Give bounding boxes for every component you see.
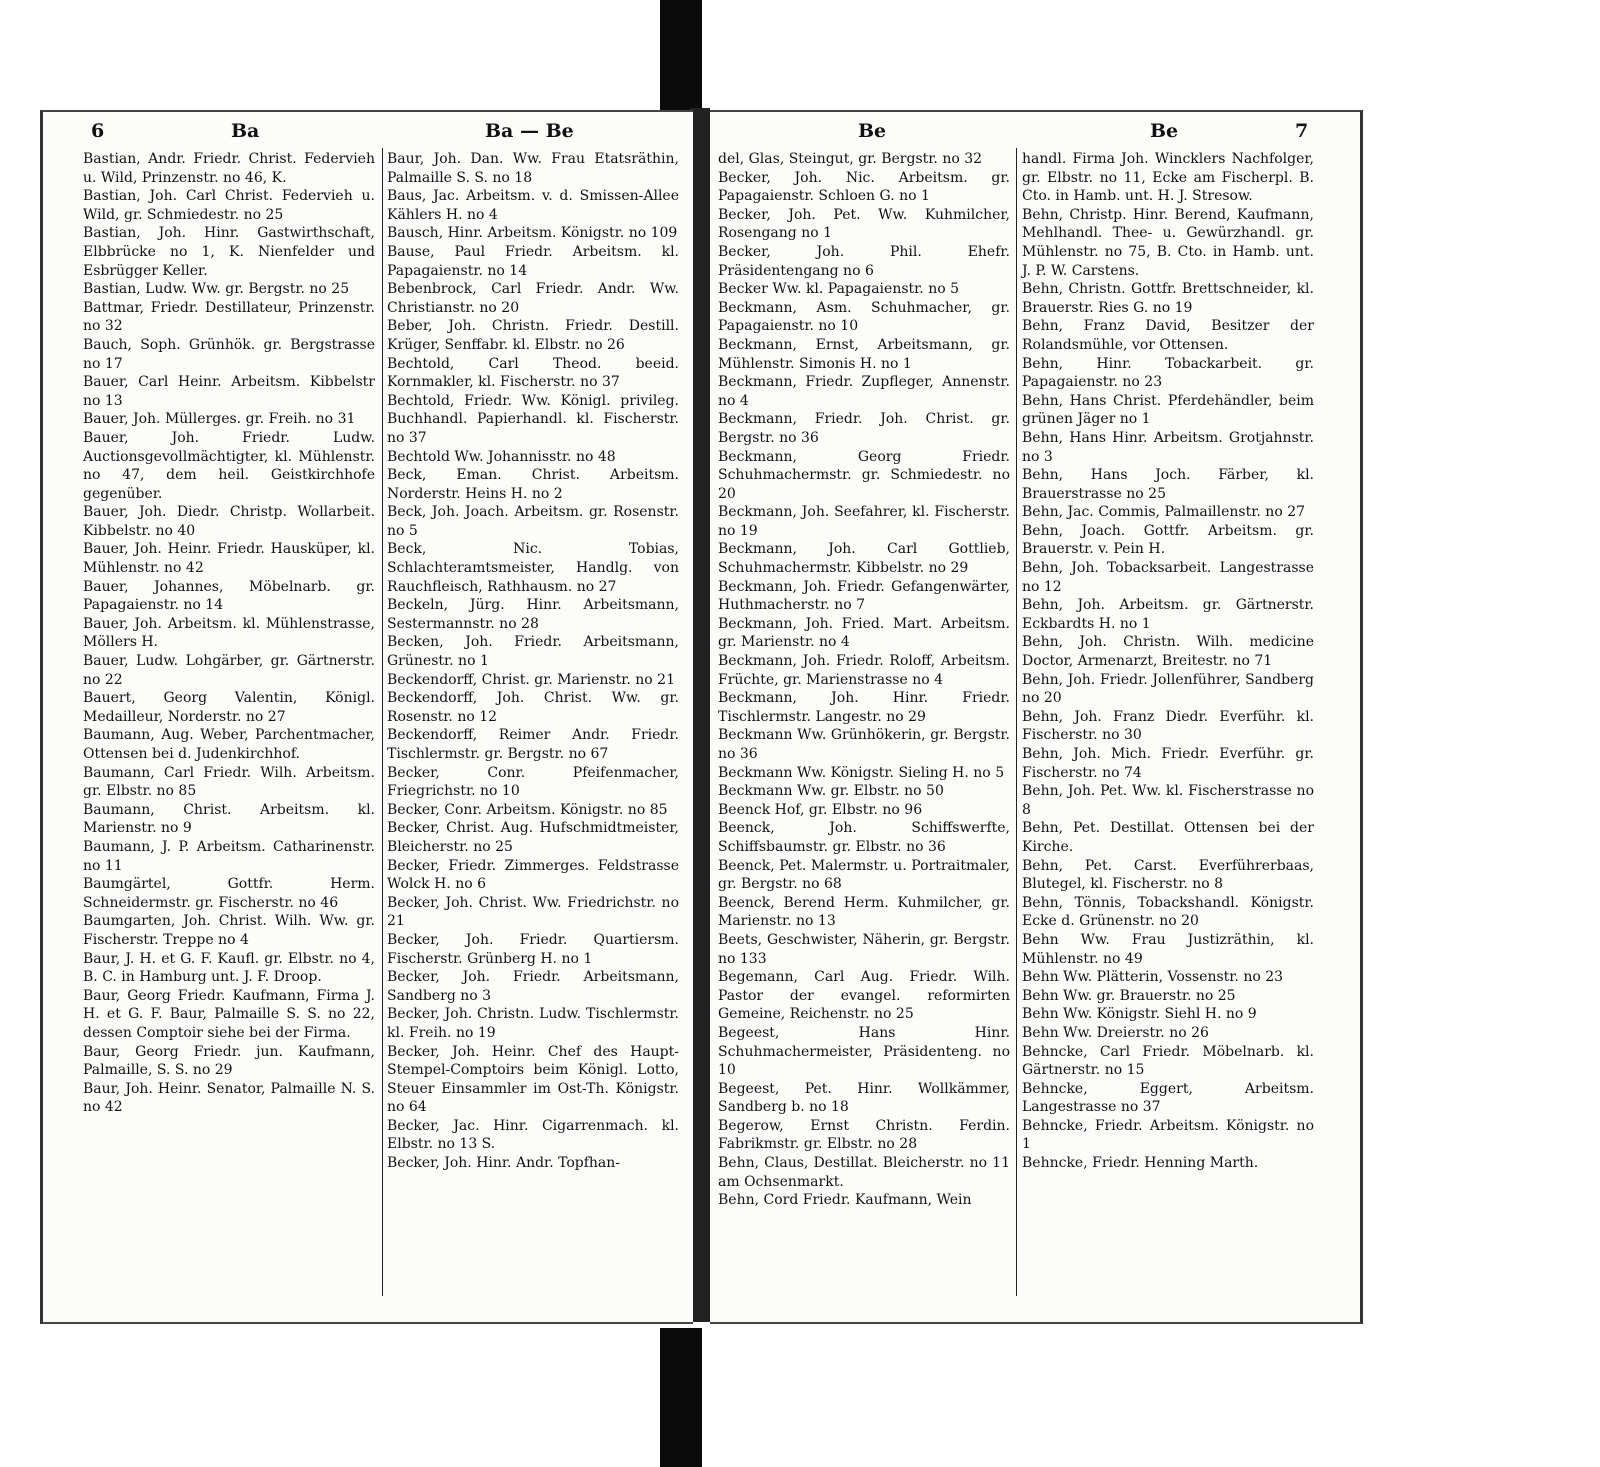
directory-entry: Behn, Hans Christ. Pferdehändler, beim grünen Jäger no 1 (1022, 392, 1314, 428)
directory-entry: Bauert, Georg Valentin, Königl. Medailleur, Norderstr. no 27 (83, 690, 375, 725)
directory-entry: Bechtold Ww. Johannisstr. no 48 (387, 448, 616, 465)
directory-entry: Begemann, Carl Aug. Friedr. Wilh. Pastor der evangel. reformirten Gemeine, Reichenstr. no 25 (718, 969, 1010, 1023)
directory-entry: Behn, Christp. Hinr. Berend, Kaufmann, Mehlhandl. Thee- u. Gewürzhandl. gr. Mühlenstr. no 75, B. Cto. in Hamb. unt. J. P. W. Carstens. (1022, 206, 1314, 279)
directory-entry: Behn Ww. Frau Justizräthin, kl. Mühlenstr. no 49 (1022, 931, 1314, 967)
left-page (40, 110, 693, 1324)
directory-entry: Beckendorff, Reimer Andr. Friedr. Tischlermstr. gr. Bergstr. no 67 (387, 727, 679, 762)
directory-entry: Behn Ww. gr. Brauerstr. no 25 (1022, 987, 1236, 1004)
directory-entry: Bauer, Joh. Arbeitsm. kl. Mühlenstrasse, Möllers H. (83, 615, 375, 651)
directory-entry: Beck, Joh. Joach. Arbeitsm. gr. Rosenstr. no 5 (387, 504, 679, 539)
directory-entry: Behn, Pet. Destillat. Ottensen bei der Kirche. (1022, 820, 1314, 855)
left-column-2 (387, 150, 679, 1173)
left-header-index: Ba (231, 120, 260, 142)
directory-entry: Behn, Hans Hinr. Arbeitsm. Grotjahnstr. no 3 (1022, 429, 1314, 465)
directory-entry: Beckmann, Ernst, Arbeitsmann, gr. Mühlenstr. Simonis H. no 1 (718, 336, 1010, 372)
directory-entry: Becker, Joh. Friedr. Arbeitsmann, Sandberg no 3 (387, 969, 679, 1004)
directory-entry: Begeest, Pet. Hinr. Wollkämmer, Sandberg b. no 18 (718, 1080, 1010, 1116)
directory-entry: Bause, Paul Friedr. Arbeitsm. kl. Papagaienstr. no 14 (387, 243, 679, 279)
directory-entry: Bastian, Ludw. Ww. gr. Bergstr. no 25 (83, 281, 350, 298)
directory-entry: Behncke, Carl Friedr. Möbelnarb. kl. Gärtnerstr. no 15 (1022, 1043, 1314, 1079)
directory-entry: Behn Ww. Dreierstr. no 26 (1022, 1024, 1209, 1041)
directory-entry: Beck, Eman. Christ. Arbeitsm. Norderstr. Heins H. no 2 (387, 467, 679, 502)
directory-entry: Bauer, Carl Heinr. Arbeitsm. Kibbelstr no 13 (83, 374, 375, 409)
directory-entry: Baus, Jac. Arbeitsm. v. d. Smissen-Allee Kählers H. no 4 (387, 188, 679, 223)
directory-entry: Behn Ww. Königstr. Siehl H. no 9 (1022, 1006, 1257, 1023)
directory-entry: Beckmann Ww. gr. Elbstr. no 50 (718, 783, 944, 800)
directory-entry: Beckmann, Joh. Friedr. Roloff, Arbeitsm. Früchte, gr. Marienstrasse no 4 (718, 653, 1010, 688)
directory-entry: Behn, Joh. Mich. Friedr. Everführ. gr. Fischerstr. no 74 (1022, 746, 1314, 781)
microfilm-tape-bottom (660, 1328, 702, 1467)
column-divider (1016, 148, 1017, 1296)
directory-entry: Beenck, Joh. Schiffswerfte, Schiffsbaumstr. gr. Elbstr. no 36 (718, 820, 1010, 855)
book-gutter (690, 108, 710, 1322)
directory-entry: Becker, Friedr. Zimmerges. Feldstrasse Wolck H. no 6 (387, 857, 679, 893)
directory-entry: Bastian, Andr. Friedr. Christ. Federvieh u. Wild, Prinzenstr. no 46, K. (83, 151, 375, 186)
directory-entry: Bauer, Joh. Friedr. Ludw. Auctionsgevollmächtigter, kl. Mühlenstr. no 47, dem heil. Geistkirchhofe gegenüber. (83, 429, 375, 502)
directory-entry: Bauch, Soph. Grünhök. gr. Bergstrasse no 17 (83, 336, 375, 372)
right-page (710, 110, 1363, 1324)
directory-entry: Baumann, J. P. Arbeitsm. Catharinenstr. no 11 (83, 838, 375, 874)
directory-entry: Baur, J. H. et G. F. Kaufl. gr. Elbstr. no 4, B. C. in Hamburg unt. J. F. Droop. (83, 950, 375, 986)
directory-entry: Bastian, Joh. Hinr. Gastwirthschaft, Elbbrücke no 1, K. Nienfelder und Esbrügger Keller. (83, 225, 375, 279)
directory-entry: Beckmann, Asm. Schuhmacher, gr. Papagaienstr. no 10 (718, 299, 1010, 335)
directory-entry: Beenck, Pet. Malermstr. u. Portraitmaler, gr. Bergstr. no 68 (718, 857, 1010, 893)
page-number-right: 7 (1295, 120, 1309, 142)
directory-entry: Beckendorff, Joh. Christ. Ww. gr. Rosenstr. no 12 (387, 690, 679, 725)
directory-entry: Beckmann Ww. Königstr. Sieling H. no 5 (718, 764, 1005, 781)
directory-entry: Baumann, Christ. Arbeitsm. kl. Marienstr. no 9 (83, 801, 375, 837)
directory-entry: Behn, Cord Friedr. Kaufmann, Wein (718, 1192, 972, 1209)
directory-entry: handl. Firma Joh. Wincklers Nachfolger, gr. Elbstr. no 11, Ecke am Fischerpl. B. Cto. in Hamb. unt. H. J. Stresow. (1022, 151, 1314, 205)
directory-entry: Beenck, Berend Herm. Kuhmilcher, gr. Marienstr. no 13 (718, 894, 1010, 930)
directory-entry: Behn, Tönnis, Tobackshandl. Königstr. Ecke d. Grünenstr. no 20 (1022, 894, 1314, 930)
directory-entry: Battmar, Friedr. Destillateur, Prinzenstr. no 32 (83, 299, 375, 335)
left-header-range: Ba — Be (485, 120, 574, 142)
directory-entry: Bauer, Ludw. Lohgärber, gr. Gärtnerstr. no 22 (83, 653, 375, 688)
directory-entry: Bauer, Johannes, Möbelnarb. gr. Papagaienstr. no 14 (83, 578, 375, 614)
directory-entry: Becker, Conr. Pfeifenmacher, Friegrichstr. no 10 (387, 764, 679, 800)
column-divider (382, 148, 383, 1296)
right-column-2 (1022, 150, 1314, 1173)
directory-entry: Bechtold, Friedr. Ww. Königl. privileg. Buchhandl. Papierhandl. kl. Fischerstr. no 37 (387, 392, 679, 446)
directory-entry: Behn, Joh. Christn. Wilh. medicine Doctor, Armenarzt, Breitestr. no 71 (1022, 634, 1314, 670)
directory-entry: Beckmann, Joh. Friedr. Gefangenwärter, Huthmacherstr. no 7 (718, 578, 1010, 614)
directory-entry: Becker, Joh. Phil. Ehefr. Präsidentengang no 6 (718, 243, 1010, 279)
right-header-range: Be (1150, 120, 1179, 142)
directory-entry: Beckeln, Jürg. Hinr. Arbeitsmann, Sestermannstr. no 28 (387, 597, 679, 632)
directory-entry: Behncke, Eggert, Arbeitsm. Langestrasse no 37 (1022, 1080, 1314, 1116)
directory-entry: Bausch, Hinr. Arbeitsm. Königstr. no 109 (387, 225, 678, 242)
directory-entry: Becker, Christ. Aug. Hufschmidtmeister, Bleicherstr. no 25 (387, 820, 679, 855)
directory-entry: Becker, Jac. Hinr. Cigarrenmach. kl. Elbstr. no 13 S. (387, 1117, 679, 1153)
directory-entry: Behn Ww. Plätterin, Vossenstr. no 23 (1022, 969, 1284, 986)
directory-entry: Baumgärtel, Gottfr. Herm. Schneidermstr. gr. Fischerstr. no 46 (83, 876, 375, 911)
directory-entry: Baur, Joh. Heinr. Senator, Palmaille N. S. no 42 (83, 1080, 375, 1116)
directory-entry: Becker, Joh. Heinr. Chef des Haupt-Stempel-Comptoirs beim Königl. Lotto, Steuer Einsammler im Ost-Th. Königstr. no 64 (387, 1043, 679, 1116)
directory-entry: Bauer, Joh. Müllerges. gr. Freih. no 31 (83, 411, 356, 428)
directory-entry: Becker, Joh. Christn. Ludw. Tischlermstr. kl. Freih. no 19 (387, 1006, 679, 1041)
directory-entry: Behncke, Friedr. Arbeitsm. Königstr. no 1 (1022, 1117, 1314, 1153)
directory-entry: Bauer, Joh. Diedr. Christp. Wollarbeit. Kibbelstr. no 40 (83, 504, 375, 539)
left-column-1 (83, 150, 375, 1117)
directory-entry: Baumgarten, Joh. Christ. Wilh. Ww. gr. Fischerstr. Treppe no 4 (83, 913, 375, 948)
directory-entry: Bebenbrock, Carl Friedr. Andr. Ww. Christianstr. no 20 (387, 281, 679, 316)
directory-entry: Bastian, Joh. Carl Christ. Federvieh u. Wild, gr. Schmiedestr. no 25 (83, 188, 375, 223)
right-header-index: Be (858, 120, 887, 142)
directory-entry: Baur, Joh. Dan. Ww. Frau Etatsräthin, Palmaille S. S. no 18 (387, 151, 679, 186)
directory-entry: Behn, Joach. Gottfr. Arbeitsm. gr. Brauerstr. v. Pein H. (1022, 522, 1314, 558)
right-column-1 (718, 150, 1010, 1210)
directory-entry: Beckmann, Friedr. Joh. Christ. gr. Bergstr. no 36 (718, 411, 1010, 446)
directory-entry: Behn, Christn. Gottfr. Brettschneider, kl. Brauerstr. Ries G. no 19 (1022, 281, 1314, 316)
directory-entry: Behn, Franz David, Besitzer der Rolandsmühle, vor Ottensen. (1022, 318, 1314, 353)
directory-entry: Beck, Nic. Tobias, Schlachteramtsmeister, Handlg. von Rauchfleisch, Rathhausm. no 27 (387, 541, 679, 595)
directory-entry: Baumann, Carl Friedr. Wilh. Arbeitsm. gr. Elbstr. no 85 (83, 764, 375, 800)
directory-entry: Bauer, Joh. Heinr. Friedr. Hausküper, kl. Mühlenstr. no 42 (83, 541, 375, 577)
directory-entry: Behn, Hinr. Tobackarbeit. gr. Papagaienstr. no 23 (1022, 355, 1314, 391)
directory-entry: Becker, Joh. Hinr. Andr. Topfhan- (387, 1155, 621, 1172)
directory-entry: Becken, Joh. Friedr. Arbeitsmann, Grünestr. no 1 (387, 634, 679, 670)
directory-entry: Bechtold, Carl Theod. beeid. Kornmakler, kl. Fischerstr. no 37 (387, 355, 679, 391)
directory-entry: Beckendorff, Christ. gr. Marienstr. no 21 (387, 671, 675, 688)
directory-entry: Beenck Hof, gr. Elbstr. no 96 (718, 801, 923, 818)
directory-entry: Behn, Joh. Tobacksarbeit. Langestrasse no 12 (1022, 560, 1314, 595)
directory-entry: Behn, Joh. Friedr. Jollenführer, Sandberg no 20 (1022, 671, 1314, 707)
directory-entry: Behn, Jac. Commis, Palmaillenstr. no 27 (1022, 504, 1306, 521)
directory-entry: Behncke, Friedr. Henning Marth. (1022, 1155, 1259, 1172)
directory-entry: Behn, Joh. Arbeitsm. gr. Gärtnerstr. Eckbardts H. no 1 (1022, 597, 1314, 632)
directory-entry: Beckmann, Joh. Carl Gottlieb, Schuhmachermstr. Kibbelstr. no 29 (718, 541, 1010, 577)
directory-entry: Baur, Georg Friedr. Kaufmann, Firma J. H. et G. F. Baur, Palmaille S. S. no 22, dessen Comptoir siehe bei der Firma. (83, 987, 375, 1041)
directory-entry: Becker, Joh. Christ. Ww. Friedrichstr. no 21 (387, 894, 679, 930)
directory-entry: Behn, Hans Joch. Färber, kl. Brauerstrasse no 25 (1022, 467, 1314, 502)
page-number-left: 6 (91, 120, 105, 142)
directory-entry: Beets, Geschwister, Näherin, gr. Bergstr. no 133 (718, 931, 1010, 967)
directory-entry: Beckmann, Friedr. Zupfleger, Annenstr. no 4 (718, 374, 1010, 409)
directory-entry: Begerow, Ernst Christn. Ferdin. Fabrikmstr. gr. Elbstr. no 28 (718, 1117, 1010, 1153)
directory-entry: Baumann, Aug. Weber, Parchentmacher, Ottensen bei d. Judenkirchhof. (83, 727, 375, 762)
directory-entry: Beber, Joh. Christn. Friedr. Destill. Krüger, Senffabr. kl. Elbstr. no 26 (387, 318, 679, 353)
directory-entry: Becker, Joh. Pet. Ww. Kuhmilcher, Rosengang no 1 (718, 206, 1010, 242)
directory-entry: Behn, Joh. Pet. Ww. kl. Fischerstrasse no 8 (1022, 783, 1314, 818)
directory-entry: Baur, Georg Friedr. jun. Kaufmann, Palmaille, S. S. no 29 (83, 1043, 375, 1079)
directory-entry: Behn, Pet. Carst. Everführerbaas, Blutegel, kl. Fischerstr. no 8 (1022, 857, 1314, 893)
directory-entry: Becker, Conr. Arbeitsm. Königstr. no 85 (387, 801, 668, 818)
directory-entry: Behn, Claus, Destillat. Bleicherstr. no 11 am Ochsenmarkt. (718, 1155, 1010, 1190)
directory-entry: Beckmann, Georg Friedr. Schuhmachermstr. gr. Schmiedestr. no 20 (718, 448, 1010, 502)
directory-entry: Begeest, Hans Hinr. Schuhmachermeister, Präsidenteng. no 10 (718, 1024, 1010, 1079)
directory-entry: Beckmann, Joh. Seefahrer, kl. Fischerstr. no 19 (718, 504, 1010, 539)
directory-entry: Beckmann, Joh. Hinr. Friedr. Tischlermstr. Langestr. no 29 (718, 690, 1010, 725)
directory-entry: Becker, Joh. Friedr. Quartiersm. Fischerstr. Grünberg H. no 1 (387, 931, 679, 967)
directory-entry: Becker, Joh. Nic. Arbeitsm. gr. Papagaienstr. Schloen G. no 1 (718, 169, 1010, 205)
directory-entry: Behn, Joh. Franz Diedr. Everführ. kl. Fischerstr. no 30 (1022, 708, 1314, 744)
directory-entry: del, Glas, Steingut, gr. Bergstr. no 32 (718, 151, 983, 167)
directory-entry: Beckmann Ww. Grünhökerin, gr. Bergstr. no 36 (718, 727, 1010, 762)
directory-entry: Beckmann, Joh. Fried. Mart. Arbeitsm. gr. Marienstr. no 4 (718, 615, 1010, 651)
directory-entry: Becker Ww. kl. Papagaienstr. no 5 (718, 281, 960, 298)
microfilm-tape-top (660, 0, 702, 112)
